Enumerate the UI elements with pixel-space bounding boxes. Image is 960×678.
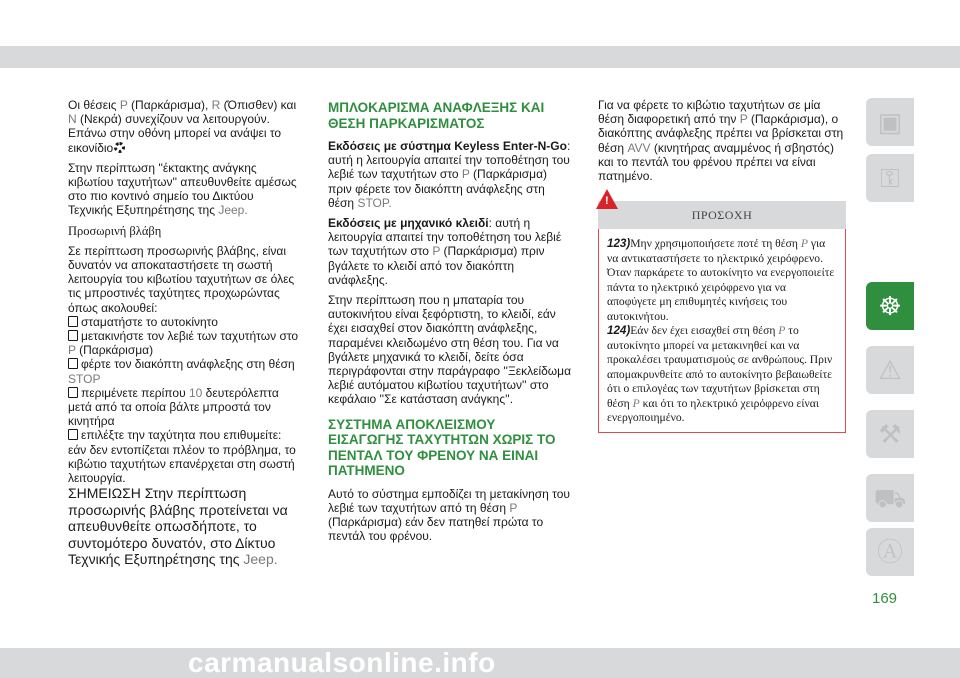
steering-wheel-icon: ☸ (878, 291, 902, 321)
paragraph-temporary-fault: Σε περίπτωση προσωρινής βλάβης, είναι δυνατόν να αποκαταστήσετε τη σωστή λειτουργία του κιβωτίου ταχυτήτων σε όλες τις μπροστινές ταχύτητες προχωρώντας όπως ακολουθεί: (68, 243, 295, 315)
warning-triangle-icon: ! (596, 189, 618, 209)
paragraph-positions: Οι θέσεις P (Παρκάρισμα), R (Όπισθεν) και N (Νεκρά) συνεχίζουν να λειτουργούν. Επάνω στην οθόνη μπορεί να ανάψει το εικονίδιο (68, 98, 297, 155)
wrench-icon: ⚒ (878, 419, 902, 449)
paragraph-battery: Στην περίπτωση που η μπαταρία του αυτοκινήτου είναι ξεφόρτιστη, το κλειδί, εάν έχει εισαχθεί στον διακόπτη ανάφλεξης, παραμένει κλειδωμένο στη θέση του. Για να βγάλετε μηχανικά το κλειδί, δείτε όσα περιγράφονται στην παράγραφο ''Ξεκλείδωμα λεβιέ αυτόματου κιβωτίου ταχυτήτων'' στο κεφάλαιο ''Σε κατάσταση ανάγκης''. (328, 293, 572, 407)
section-heading-brake-interlock: ΣΥΣΤΗΜΑ ΑΠΟΚΛΕΙΣΜΟΥ ΕΙΣΑΓΩΓΗΣ ΤΑΧΥΤΗΤΩΝ ΧΩΡΙΣ ΤΟ ΠΕΝΤΑΛ ΤΟΥ ΦΡΕΝΟΥ ΝΑ ΕΙΝΑΙ ΠΑΤΗΜΕΝΟ (328, 416, 556, 479)
tab-dashboard[interactable] (866, 98, 914, 146)
tab-index[interactable] (866, 528, 914, 576)
column-1 (68, 98, 300, 574)
watermark: carmanualsonline.info (188, 647, 496, 678)
caution-box (598, 229, 846, 433)
checkbox-bullet-icon (68, 330, 78, 341)
warning-triangle-icon: ⚠ (878, 355, 902, 385)
step-item: σταματήστε το αυτοκίνητο (68, 315, 300, 329)
checkbox-bullet-icon (68, 387, 78, 398)
top-grey-strip (0, 46, 960, 68)
tab-driving[interactable] (866, 282, 914, 330)
section-heading-ignition-lock: ΜΠΛΟΚΑΡΙΣΜΑ ΑΝΑΦΛΕΞΗΣ ΚΑΙ ΘΕΣΗ ΠΑΡΚΑΡΙΣΜΑΤΟΣ (328, 100, 545, 131)
step-item: επιλέξτε την ταχύτητα που επιθυμείτε: εάν δεν εντοπίζεται πλέον το πρόβλημα, το κιβώτιο ταχυτήτων επανέρχεται στη σωστή λειτουργία. (68, 428, 296, 486)
key-icon: ⚿ (880, 163, 900, 193)
tab-maintenance[interactable] (866, 410, 914, 458)
car-icon: ⛟ (873, 483, 907, 513)
step-item: περιμένετε περίπου 10 δευτερόλεπτα μετά από τα οποία βάλτε μπροστά τον κινητήρα (68, 385, 279, 429)
caution-item: 124)Εάν δεν έχει εισαχθεί στη θέση P το αυτοκίνητο μπορεί να μετακινηθεί και να προκαλέσει τραυματισμούς σε ανθρώπους. Πριν απομακρυνθείτε από το αυτοκίνητο βεβαιωθείτε ότι ο επιλογέας των ταχυτήτων βρίσκεται στη θέση P και ότι το ηλεκτρικό χειρόφρενο είναι ενεργοποιημένο. (607, 324, 833, 425)
page-number: 169 (872, 590, 898, 607)
checkbox-bullet-icon (68, 316, 78, 327)
caution-title: ΠΡΟΣΟΧΗ (691, 208, 753, 223)
paragraph-shift-from-park: Για να φέρετε το κιβώτιο ταχυτήτων σε μία θέση διαφορετική από την P (Παρκάρισμα), ο διακόπτης ανάφλεξης πρέπει να βρίσκεται στη θέση AVV (κινητήρας αναμμένος ή σβηστός) και το πεντάλ του φρένου πρέπει να είναι πατημένο. (598, 98, 844, 184)
subheading-temporary-fault: Προσωρινή βλάβη (68, 223, 162, 238)
tab-key[interactable] (866, 154, 914, 202)
caution-item: 123)Μην χρησιμοποιήσετε ποτέ τη θέση P για να αντικαταστήσετε το ηλεκτρικό χειρόφρενο. Όταν παρκάρετε το αυτοκίνητο να ενεργοποιείτε πάντα το ηλεκτρικό χειρόφρενο για να αποφύγετε μη επιθυμητές κινήσεις του αυτοκινήτου. (607, 237, 835, 323)
chapter-tabs (866, 98, 914, 586)
paragraph-keyless: Εκδόσεις με σύστημα Keyless Enter-N-Go: αυτή η λειτουργία απαιτεί την τοποθέτηση του λεβιέ των ταχυτήτων στο P (Παρκάρισμα) πριν φέρετε τον διακόπτη ανάφλεξης στη θέση STOP. (328, 139, 571, 210)
index-abc-icon: Ⓐ (876, 537, 903, 567)
step-item: φέρτε τον διακόπτη ανάφλεξης στη θέση STOP (68, 357, 295, 386)
column-3 (598, 98, 846, 433)
column-2 (328, 98, 574, 549)
note-paragraph: ΣΗΜΕΙΩΣΗ Στην περίπτωση προσωρινής βλάβης προτείνεται να απευθυνθείτε οπωσδήποτε, το συντομότερο δυνατόν, στο Δίκτυο Τεχνικής Εξυπηρέτησης της Jeep. (68, 485, 288, 568)
paragraph-brake-interlock: Αυτό το σύστημα εμποδίζει τη μετακίνηση του λεβιέ των ταχυτήτων από τη θέση P (Παρκάρισμα) εάν δεν πατηθεί πρώτα το πεντάλ του φρένου. (328, 486, 570, 544)
checkbox-bullet-icon (68, 429, 78, 440)
step-list (68, 315, 300, 485)
tab-car[interactable] (866, 474, 914, 522)
step-item: μετακινήστε τον λεβιέ των ταχυτήτων στο P (Παρκάρισμα) (68, 329, 299, 358)
caution-header (598, 195, 846, 229)
paragraph-emergency: Στην περίπτωση ''έκτακτης ανάγκης κιβωτίου ταχυτήτων'' απευθυνθείτε αμέσως στο πιο κοντινό σημείο του Δικτύου Τεχνικής Εξυπηρέτησης της Jeep. (68, 160, 297, 218)
transmission-warning-icon (114, 142, 125, 153)
car-dashboard-icon: ▣ (877, 107, 903, 137)
top-banner (0, 0, 960, 72)
checkbox-bullet-icon (68, 358, 78, 369)
paragraph-mechanical-key: Εκδόσεις με μηχανικό κλειδί: αυτή η λειτουργία απαιτεί την τοποθέτηση του λεβιέ των ταχυτήτων στο P (Παρκάρισμα) πριν βγάλετε το κλειδί από τον διακόπτη ανάφλεξης. (328, 216, 562, 287)
tab-warnings[interactable] (866, 346, 914, 394)
